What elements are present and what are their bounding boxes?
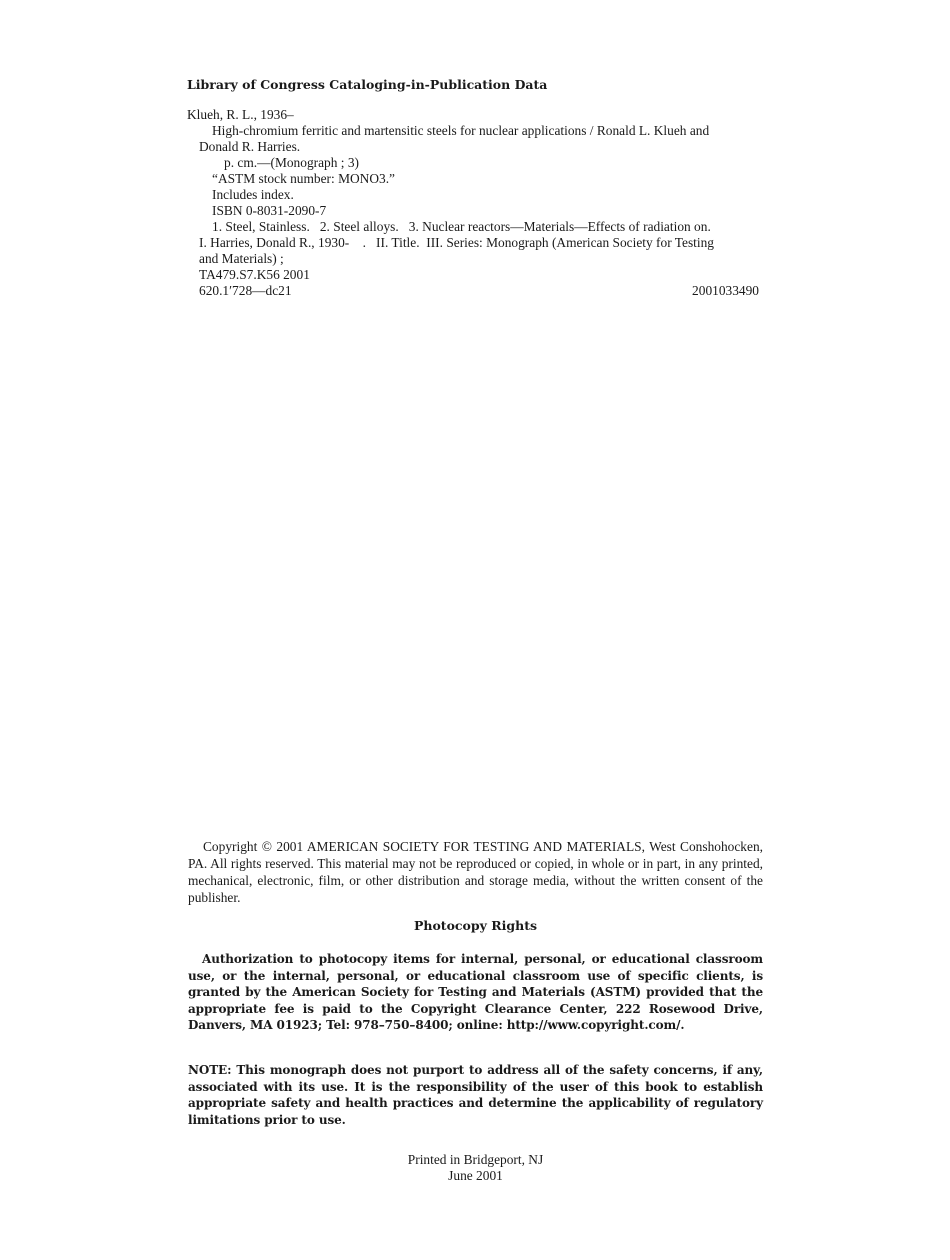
photocopy-rights-text: Authorization to photocopy items for internal, personal, or educational classroom use, or the internal, personal, or educational classroom use of specific clients, is granted by the American Society for Testing and Materials (ASTM) provided that the appropriate fee is paid to the Copyright Clearance Center, 222 Rosewood Drive, Danvers, MA 01923; Tel: 978–750–8400; online: http://www.copyright.com/. [188, 952, 763, 1032]
cip-dewey: 620.1′728—dc21 [199, 283, 292, 298]
cip-isbn: ISBN 0-8031-2090-7 [212, 203, 327, 218]
cip-subjects-line-3: and Materials) ; [199, 251, 284, 266]
safety-note: NOTE: This monograph does not purport to address all of the safety concerns, if any, associated with its use. It is the responsibility of the user of this book to establish appropriate safety and health practices and determine the applicability of regulatory limitations prior to use. [188, 1063, 763, 1127]
cip-stock-number: “ASTM stock number: MONO3.” [212, 171, 395, 186]
photocopy-rights-heading: Photocopy Rights [413, 918, 538, 933]
cip-lccn: 2001033490 [692, 283, 759, 298]
cip-title-line-1: High-chromium ferritic and martensitic steels for nuclear applications / Ronald L. Klueh and [212, 123, 710, 138]
printing-info [188, 1152, 763, 1184]
cip-heading: Library of Congress Cataloging-in-Publication Data [187, 77, 548, 92]
cip-subjects-line-1: 1. Steel, Stainless. 2. Steel alloys. 3. Nuclear reactors—Materials—Effects of radiation on. [212, 219, 711, 234]
copyright-notice: Copyright © 2001 AMERICAN SOCIETY FOR TESTING AND MATERIALS, West Conshohocken, PA. All rights reserved. This material may not be reproduced or copied, in whole or in part, in any printed, mechanical, electronic, film, or other distribution and storage media, without the written consent of the publisher. [188, 839, 763, 905]
cip-record [187, 107, 763, 299]
cip-author: Klueh, R. L., 1936– [187, 107, 294, 122]
cip-index-note: Includes index. [212, 187, 294, 202]
printed-date: June 2001 [448, 1168, 503, 1183]
cip-lc-call-number: TA479.S7.K56 2001 [199, 267, 310, 282]
cip-classification-row [187, 283, 763, 299]
cip-collation: p. cm.—(Monograph ; 3) [224, 155, 359, 170]
cip-subjects-line-2: I. Harries, Donald R., 1930- . II. Title. III. Series: Monograph (American Society for Testing [199, 235, 715, 250]
cip-title-line-2: Donald R. Harries. [199, 139, 301, 154]
printed-location: Printed in Bridgeport, NJ [407, 1152, 544, 1167]
